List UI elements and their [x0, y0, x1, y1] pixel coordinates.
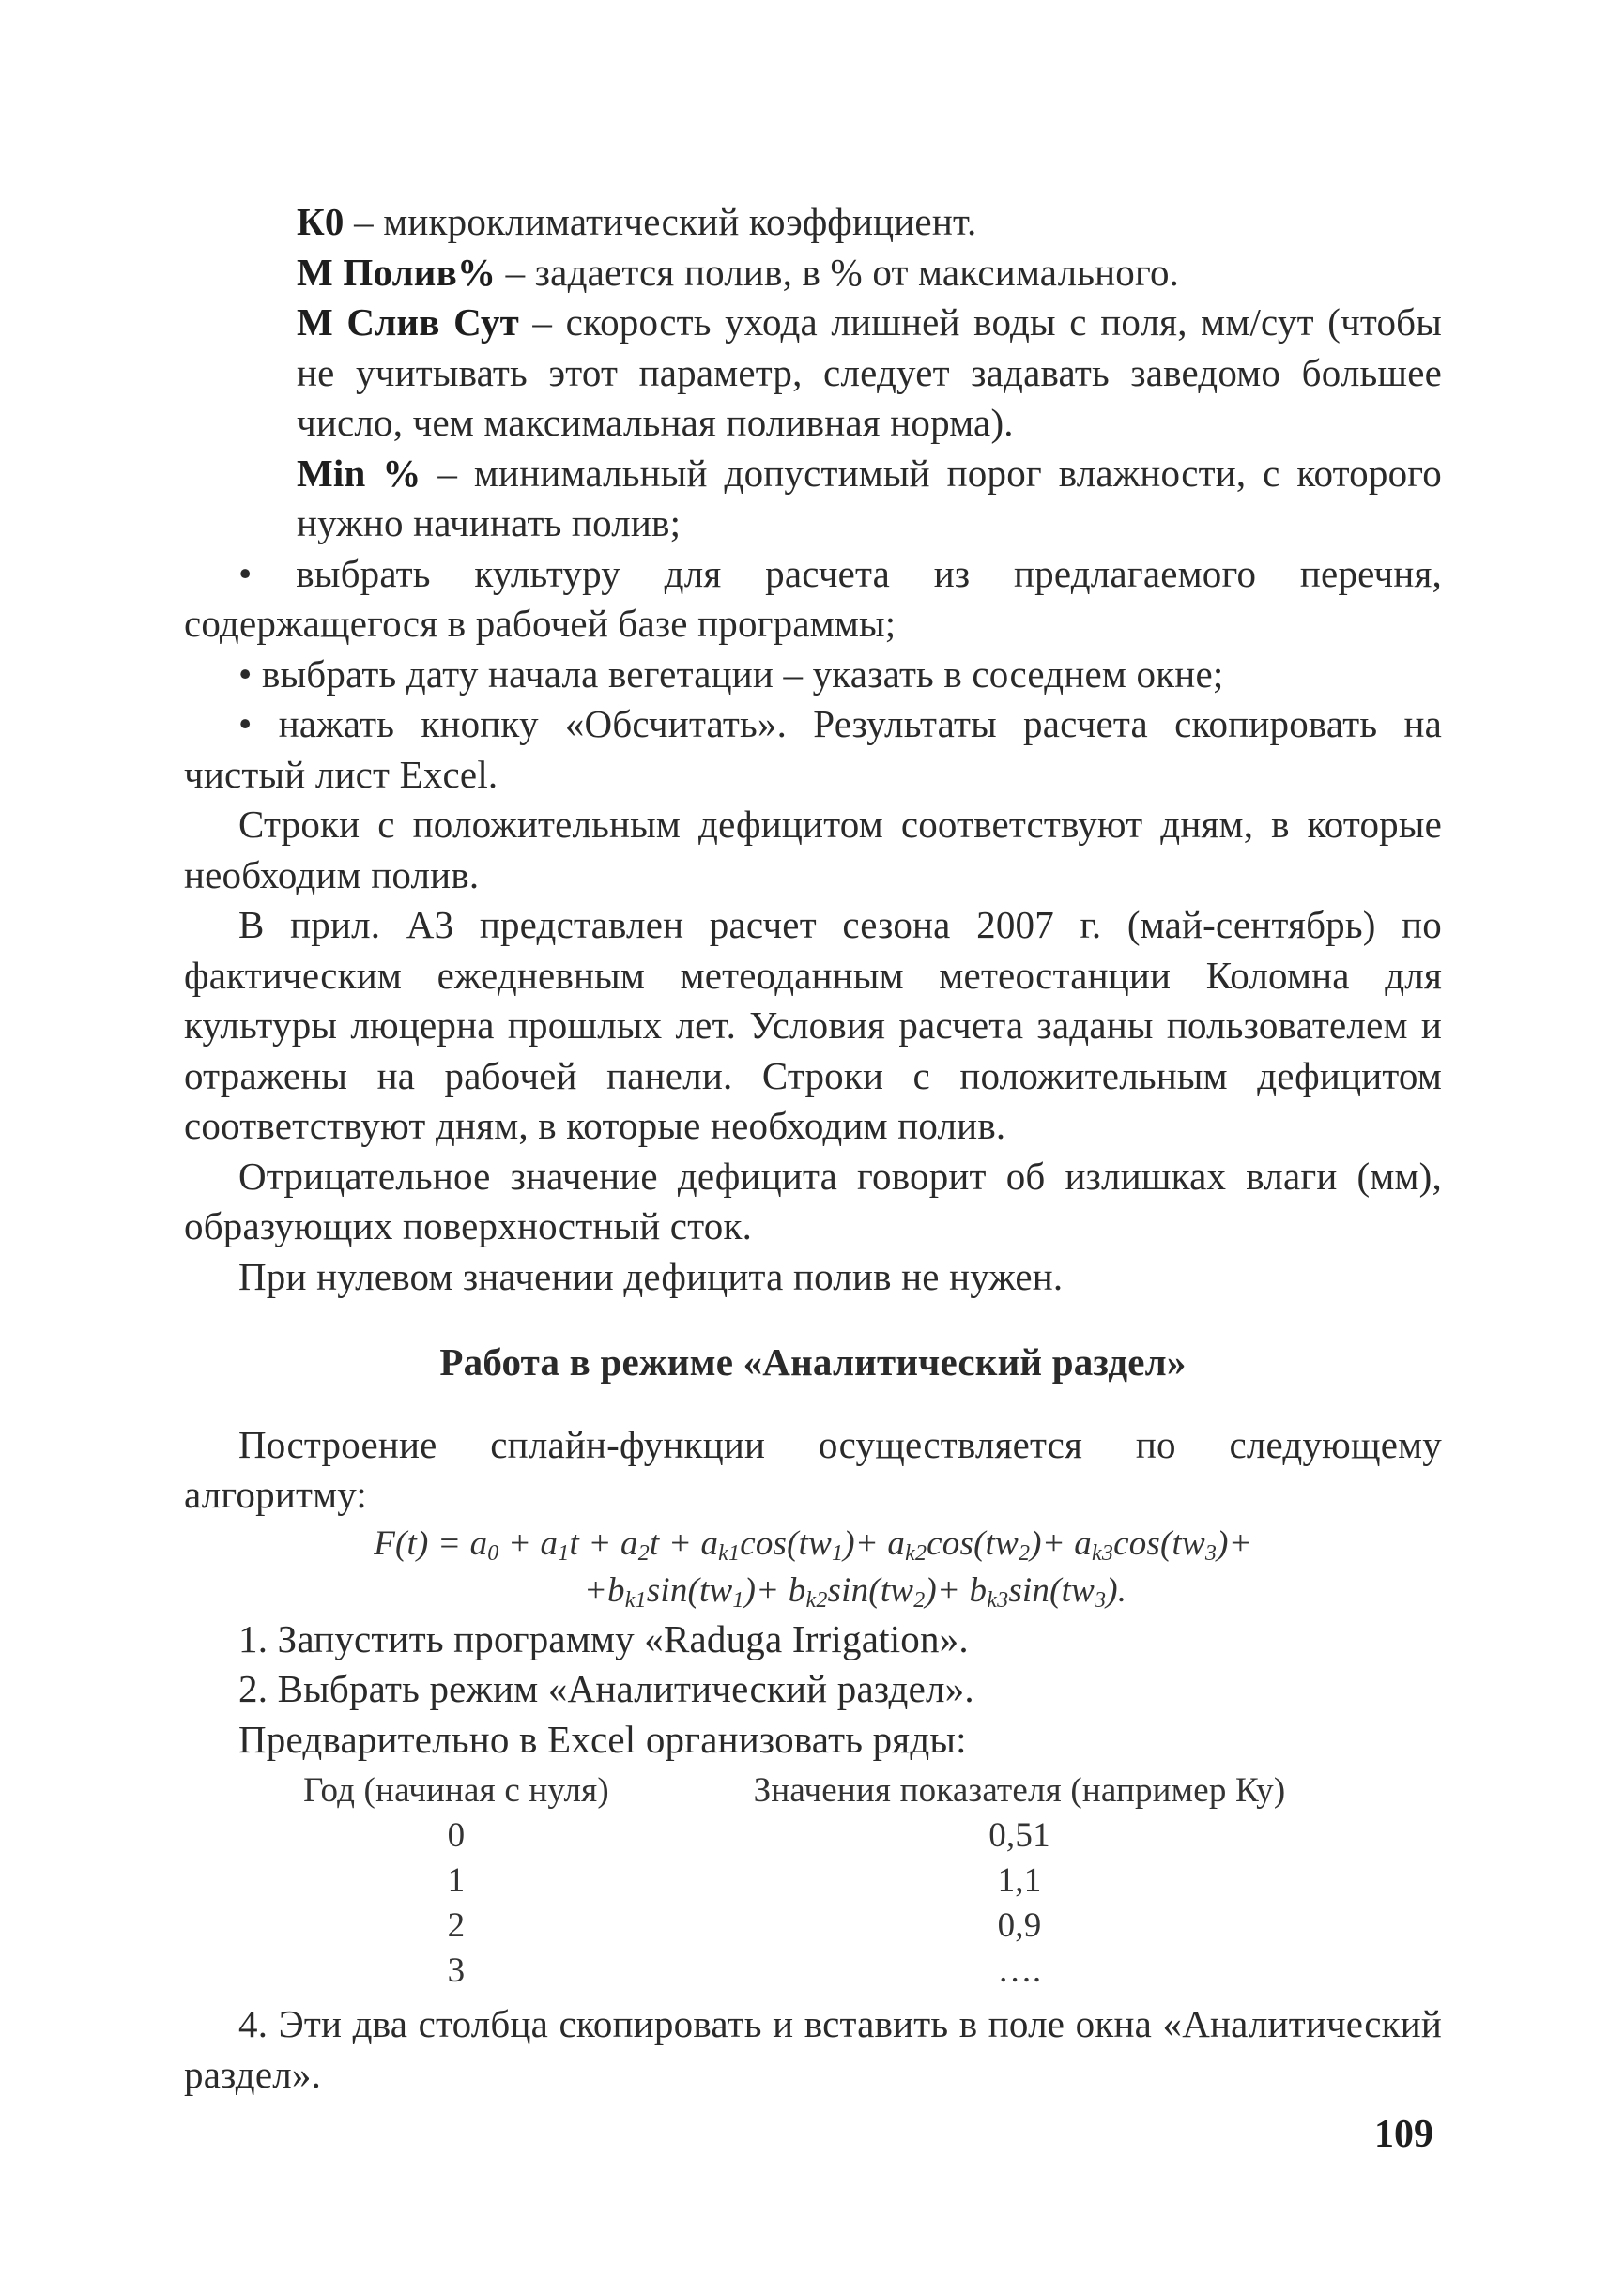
definition-m-sliv-sut — [184, 298, 1442, 449]
definition-text: – скорость ухода лишней воды с поля, мм/сут (чтобы не учитывать этот параметр, следует задавать заведомо большее число, чем максимальная поливная норма). — [297, 300, 1442, 444]
definition-term: К0 — [297, 200, 345, 243]
table-cell-value: 1,1 — [997, 1861, 1042, 1900]
paragraph: При нулевом значении дефицита полив не нужен. — [238, 1254, 1064, 1298]
formula-text: $+b_{k1}\sin(tw_1)+ b_{k2}\sin(tw_2)+ b_{k3}\sin(tw_3)$. — [583, 1570, 1127, 1613]
table-header-year: Год (начиная с нуля) — [303, 1771, 609, 1810]
table-cell-value: 0,9 — [997, 1906, 1042, 1945]
table-cell-year: 2 — [447, 1906, 466, 1945]
definition-term: М Слив Сут — [297, 300, 519, 344]
table-cell-year: 1 — [447, 1861, 466, 1900]
step-item: 2. Выбрать режим «Аналитический раздел». — [238, 1667, 974, 1710]
formula-line-2 — [184, 1568, 1442, 1614]
table-cell-year: 3 — [447, 1951, 466, 1990]
step-item: 1. Запустить программу «Raduga Irrigation». — [238, 1616, 969, 1660]
bullet-item: • нажать кнопку «Обсчитать». Результаты расчета скопировать на чистый лист Excel. — [184, 702, 1442, 796]
page-number: 109 — [1374, 2113, 1433, 2156]
bullet-item: • выбрать дату начала вегетации – указать в соседнем окне; — [238, 651, 1224, 696]
paragraph: Отрицательное значение дефицита говорит об излишках влаги (мм), образующих поверхностный сток. — [184, 1154, 1442, 1247]
definition-k0 — [184, 197, 1442, 248]
paragraph: Строки с положительным дефицитом соответствуют дням, в которые необходим полив. — [184, 803, 1442, 896]
algorithm-intro: Построение сплайн-функции осуществляется по следующему алгоритму: — [184, 1422, 1442, 1516]
section-heading: Работа в режиме «Аналитический раздел» — [439, 1340, 1187, 1384]
formula-line-1 — [184, 1521, 1442, 1568]
final-step: 4. Эти два столбца скопировать и вставить в поле окна «Аналитический раздел». — [184, 2002, 1442, 2096]
definition-text: – минимальный допустимый порог влажности, с которого нужно начинать полив; — [297, 451, 1442, 544]
definition-min — [184, 449, 1442, 549]
definition-m-poliv — [184, 248, 1442, 298]
step-item: Предварительно в Excel организовать ряды: — [238, 1717, 967, 1761]
data-table — [184, 1768, 1442, 1994]
table-header-value: Значения показателя (например Ку) — [753, 1771, 1286, 1810]
bullet-item: • выбрать культуру для расчета из предлагаемого перечня, содержащегося в рабочей базе программы; — [184, 551, 1442, 645]
definition-term: Min % — [297, 451, 421, 495]
paragraph: В прил. А3 представлен расчет сезона 2007 г. (май-сентябрь) по фактическим ежедневным метеоданным метеостанции Коломна для культуры люцерна прошлых лет. Условия расчета заданы пользователем и отражены на рабочей панели. Строки с положительным дефицитом соответствуют дням, в которые необходим полив. — [184, 903, 1442, 1147]
definition-text: – микроклиматический коэффициент. — [344, 200, 977, 243]
definition-term: М Полив% — [297, 250, 497, 294]
definition-text: – задается полив, в % от максимального. — [496, 250, 1180, 294]
table-cell-year: 0 — [447, 1816, 466, 1855]
formula — [184, 1521, 1442, 1614]
table-cell-value: …. — [997, 1951, 1042, 1990]
page-body — [184, 197, 1442, 2100]
table-cell-value: 0,51 — [988, 1816, 1050, 1855]
formula-text: $F(t) = a_0 + a_1t + a_2t + a_{k1}\cos(tw_1)+ a_{k2}\cos(tw_2)+ a_{k3}\cos(tw_3)+$ — [374, 1523, 1252, 1566]
